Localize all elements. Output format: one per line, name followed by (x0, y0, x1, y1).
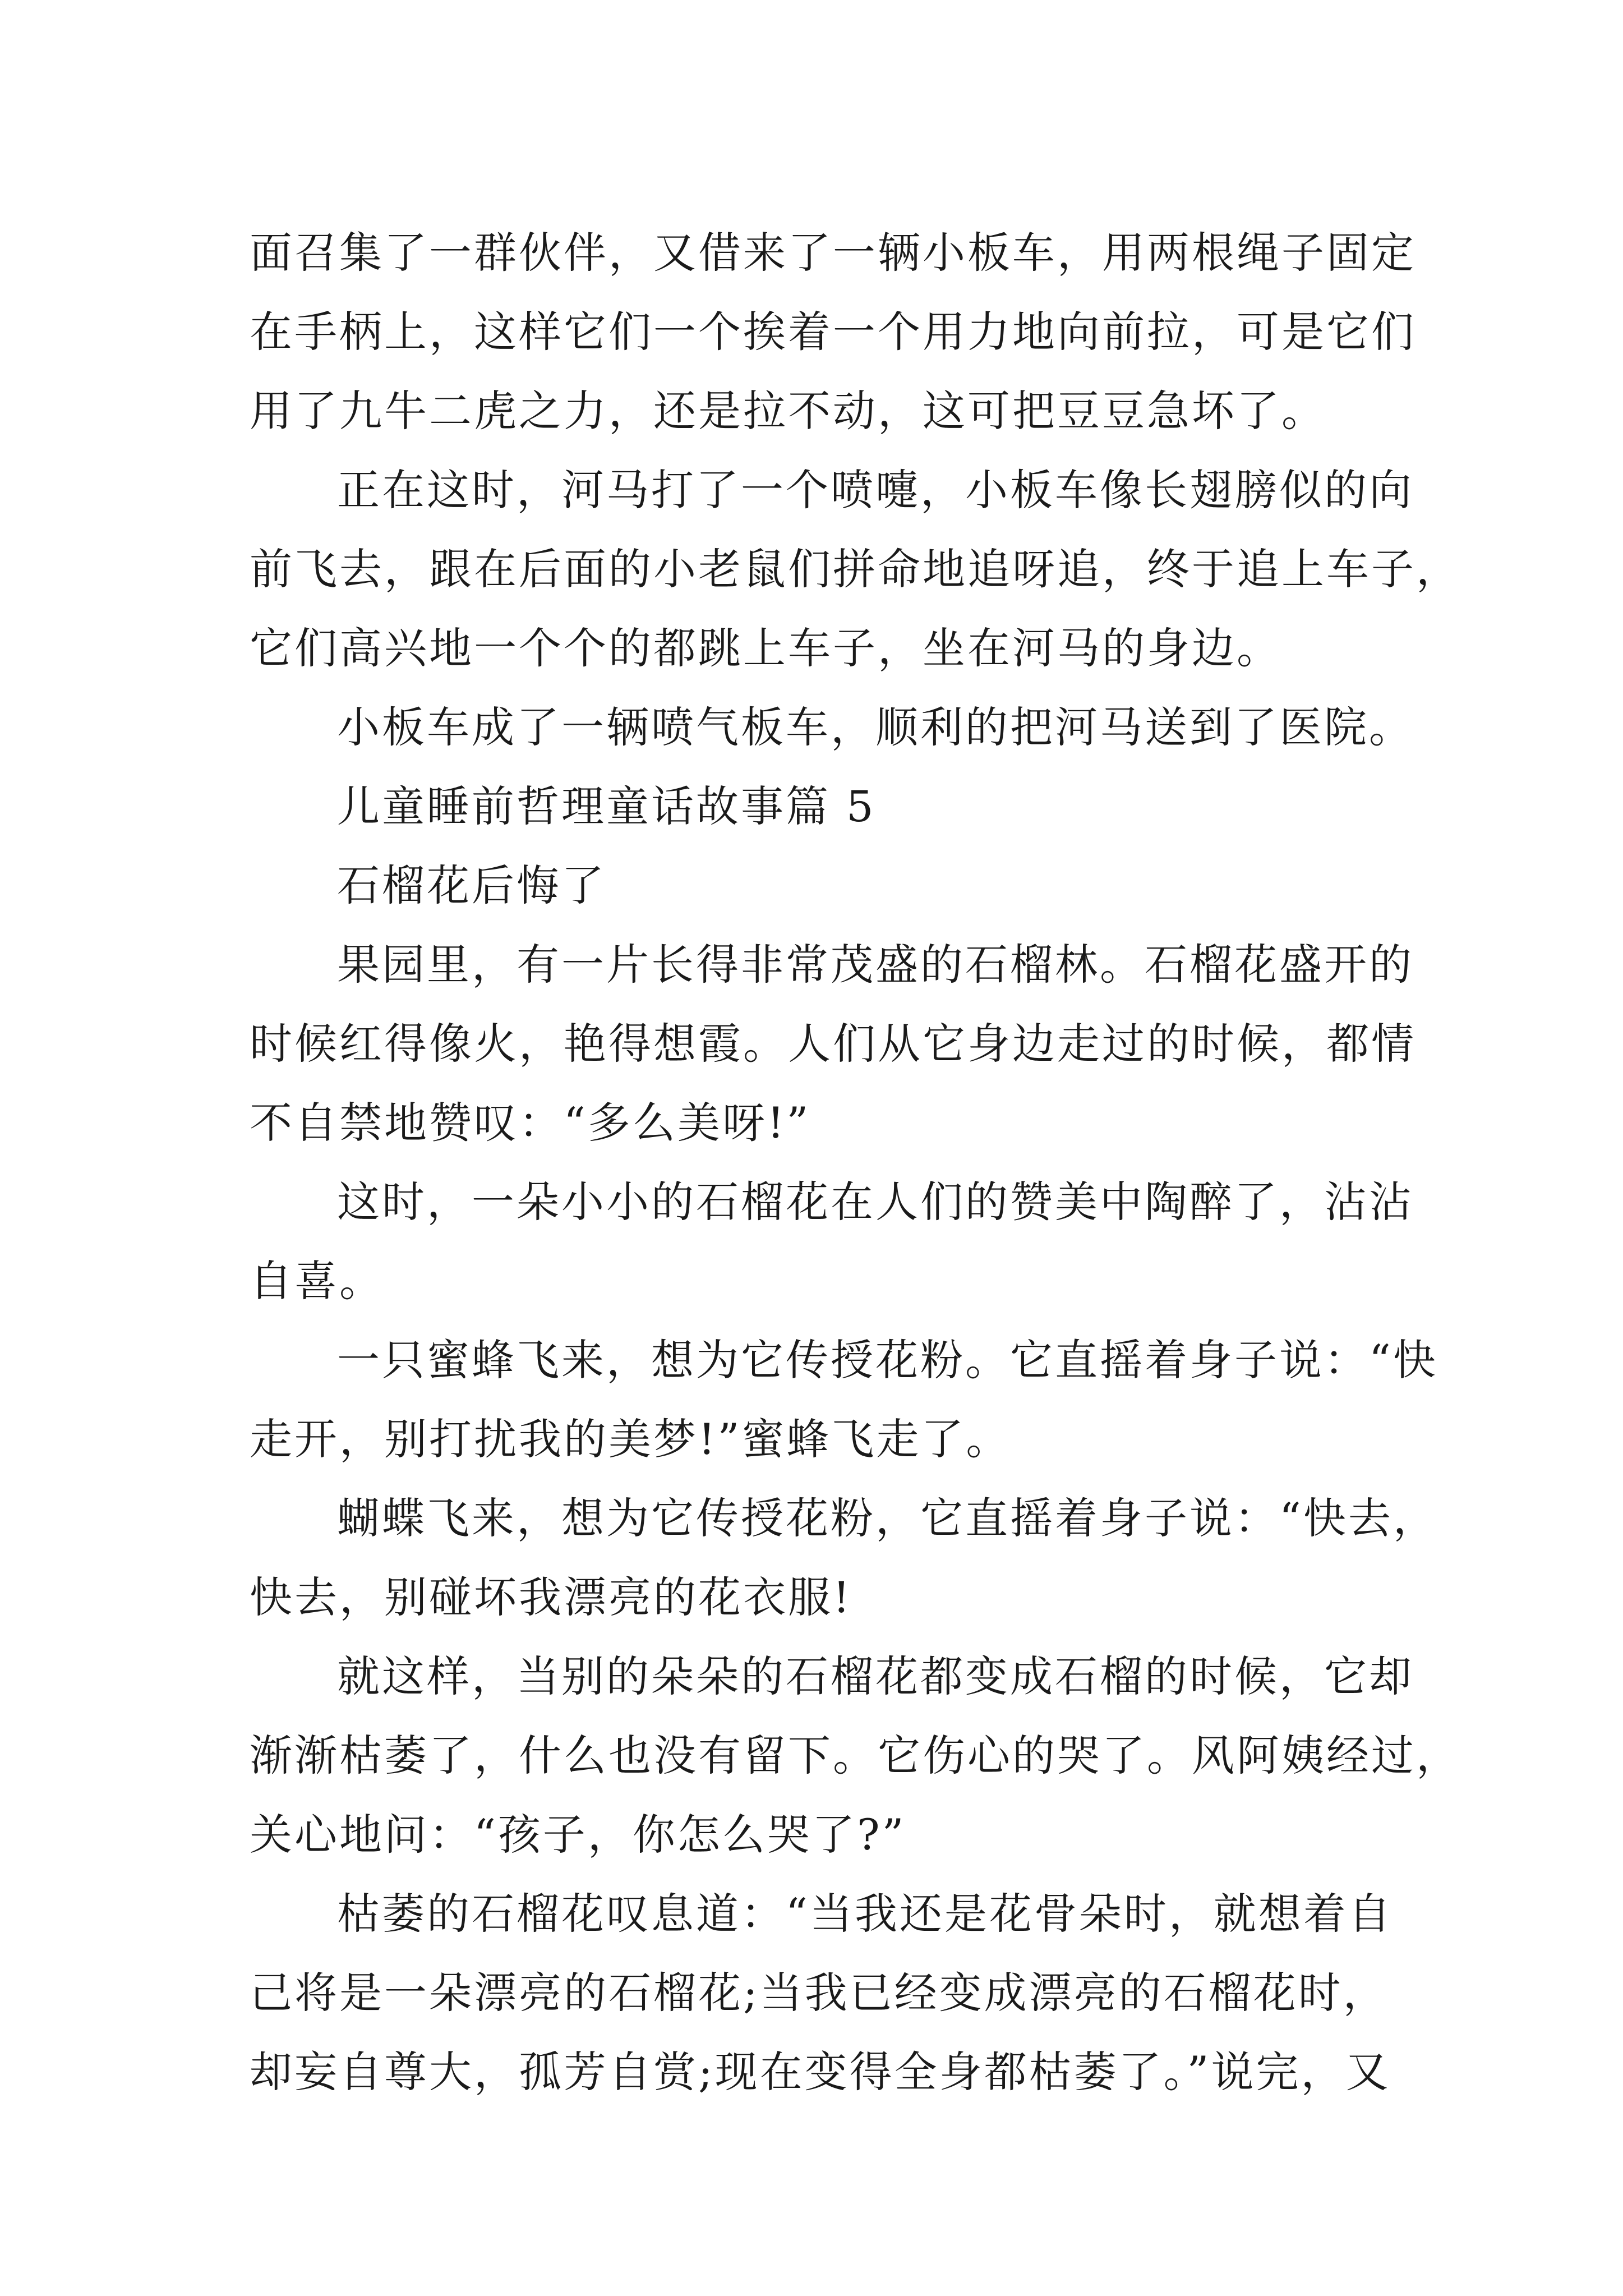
text-line: 前飞去，跟在后面的小老鼠们拼命地追呀追，终于追上车子， (250, 544, 1461, 594)
text-line: 小板车成了一辆喷气板车，顺利的把河马送到了医院。 (337, 702, 1414, 752)
text-line: 自喜。 (250, 1256, 384, 1306)
text-line: 石榴花后悔了 (337, 861, 606, 910)
text-line: 却妄自尊大，孤芳自赏;现在变得全身都枯萎了。”说完，又 (250, 2047, 1391, 2097)
text-line: 时候红得像火，艳得想霞。人们从它身边走过的时候，都情 (250, 1019, 1416, 1069)
text-line: 在手柄上，这样它们一个挨着一个用力地向前拉，可是它们 (250, 307, 1416, 357)
text-line: 它们高兴地一个个的都跳上车子，坐在河马的身边。 (250, 623, 1281, 673)
text-line: 关心地问：“孩子，你怎么哭了?” (250, 1810, 906, 1860)
text-line: 儿童睡前哲理童话故事篇 5 (337, 781, 876, 831)
text-line: 蝴蝶飞来，想为它传授花粉，它直摇着身子说：“快去， (337, 1493, 1438, 1543)
text-line: 走开，别打扰我的美梦!”蜜蜂飞走了。 (250, 1414, 1011, 1464)
text-line: 快去，别碰坏我漂亮的花衣服! (250, 1572, 852, 1622)
text-line: 用了九牛二虎之力，还是拉不动，这可把豆豆急坏了。 (250, 386, 1326, 436)
text-line: 正在这时，河马打了一个喷嚏，小板车像长翅膀似的向 (337, 465, 1414, 515)
text-line: 渐渐枯萎了，什么也没有留下。它伤心的哭了。风阿姨经过， (250, 1731, 1461, 1780)
text-line: 果园里，有一片长得非常茂盛的石榴林。石榴花盛开的 (337, 940, 1414, 990)
text-line: 己将是一朵漂亮的石榴花;当我已经变成漂亮的石榴花时， (250, 1968, 1388, 2018)
body-text (250, 213, 1461, 2111)
text-line: 枯萎的石榴花叹息道：“当我还是花骨朵时，就想着自 (337, 1889, 1393, 1939)
text-line: 不自禁地赞叹：“多么美呀!” (250, 1098, 811, 1148)
text-line: 一只蜜蜂飞来，想为它传授花粉。它直摇着身子说：“快 (337, 1335, 1438, 1385)
text-line: 这时，一朵小小的石榴花在人们的赞美中陶醉了，沾沾 (337, 1177, 1414, 1227)
text-line: 面召集了一群伙伴，又借来了一辆小板车，用两根绳子固定 (250, 228, 1416, 278)
text-line: 就这样，当别的朵朵的石榴花都变成石榴的时候，它却 (337, 1651, 1414, 1701)
